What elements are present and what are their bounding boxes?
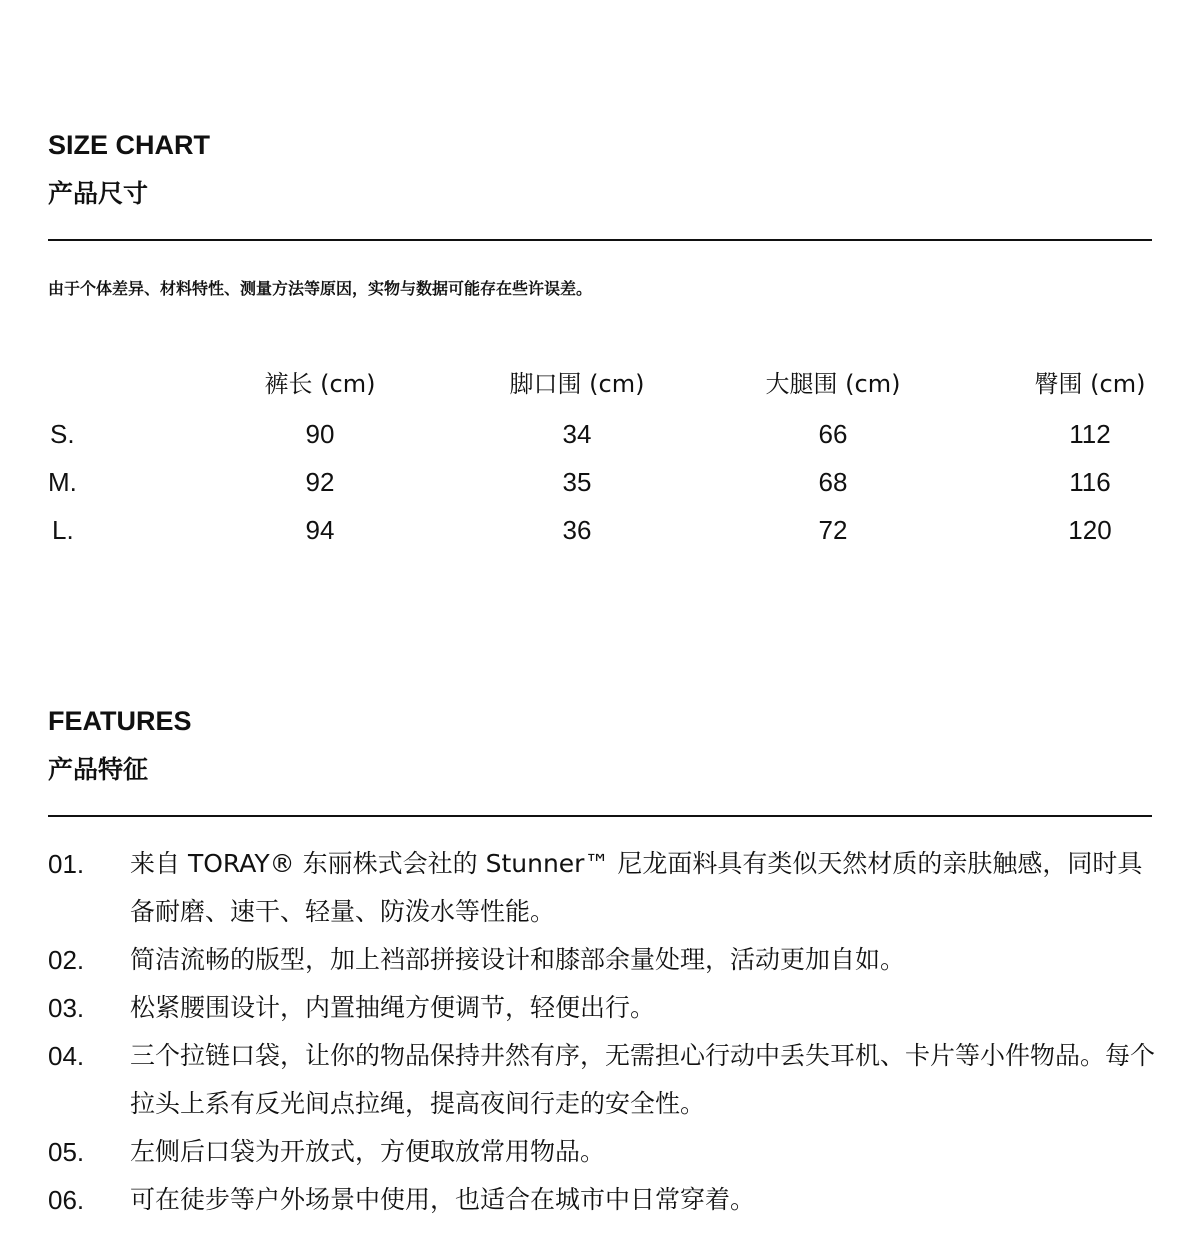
table-cell: 92 — [305, 467, 335, 497]
table-cell: 72 — [818, 515, 848, 545]
column-header-hem: 脚口围 (cm) — [509, 370, 645, 398]
feature-text: 左侧后口袋为开放式，方便取放常用物品。 — [130, 1137, 606, 1166]
column-header-length: 裤长 (cm) — [264, 370, 376, 398]
size-chart-note: 由于个体差异、材料特性、测量方法等原因，实物与数据可能存在些许误差。 — [48, 279, 593, 298]
feature-text: 三个拉链口袋，让你的物品保持井然有序，无需担心行动中丢失耳机、卡片等小件物品。每个拉头上系有反光间点拉绳，提高夜间行走的安全性。 — [130, 1041, 1156, 1118]
feature-text: 可在徒步等户外场景中使用，也适合在城市中日常穿着。 — [130, 1185, 756, 1214]
column-header-thigh: 大腿围 (cm) — [765, 370, 901, 398]
size-label: M. — [48, 467, 77, 497]
feature-number: 06. — [48, 1185, 85, 1215]
features-subtitle: 产品特征 — [48, 755, 149, 784]
size-label: L. — [52, 515, 74, 545]
table-cell: 66 — [818, 419, 848, 449]
feature-text: 简洁流畅的版型，加上裆部拼接设计和膝部余量处理，活动更加自如。 — [130, 945, 906, 974]
feature-number: 05. — [48, 1137, 85, 1167]
feature-text: 来自 TORAY® 东丽株式会社的 Stunner™ 尼龙面料具有类似天然材质的亲肤触感，同时具备耐磨、速干、轻量、防泼水等性能。 — [130, 849, 1143, 926]
table-cell: 116 — [1069, 467, 1111, 497]
size-chart-divider — [48, 239, 1152, 241]
table-cell: 36 — [562, 515, 592, 545]
size-chart-subtitle: 产品尺寸 — [48, 179, 149, 208]
feature-number: 03. — [48, 993, 85, 1023]
size-label: S. — [50, 419, 75, 449]
size-chart-title: SIZE CHART — [48, 130, 210, 160]
features-title: FEATURES — [48, 706, 192, 736]
table-cell: 34 — [562, 419, 592, 449]
table-cell: 112 — [1069, 419, 1111, 449]
feature-number: 04. — [48, 1041, 85, 1071]
features-divider — [48, 815, 1152, 817]
feature-text: 松紧腰围设计，内置抽绳方便调节，轻便出行。 — [130, 993, 656, 1022]
table-cell: 35 — [562, 467, 592, 497]
column-header-hip: 臀围 (cm) — [1034, 370, 1146, 398]
table-cell: 68 — [818, 467, 848, 497]
table-cell: 120 — [1068, 515, 1112, 545]
table-cell: 90 — [305, 419, 335, 449]
feature-number: 02. — [48, 945, 85, 975]
table-cell: 94 — [305, 515, 335, 545]
feature-number: 01. — [48, 849, 85, 879]
